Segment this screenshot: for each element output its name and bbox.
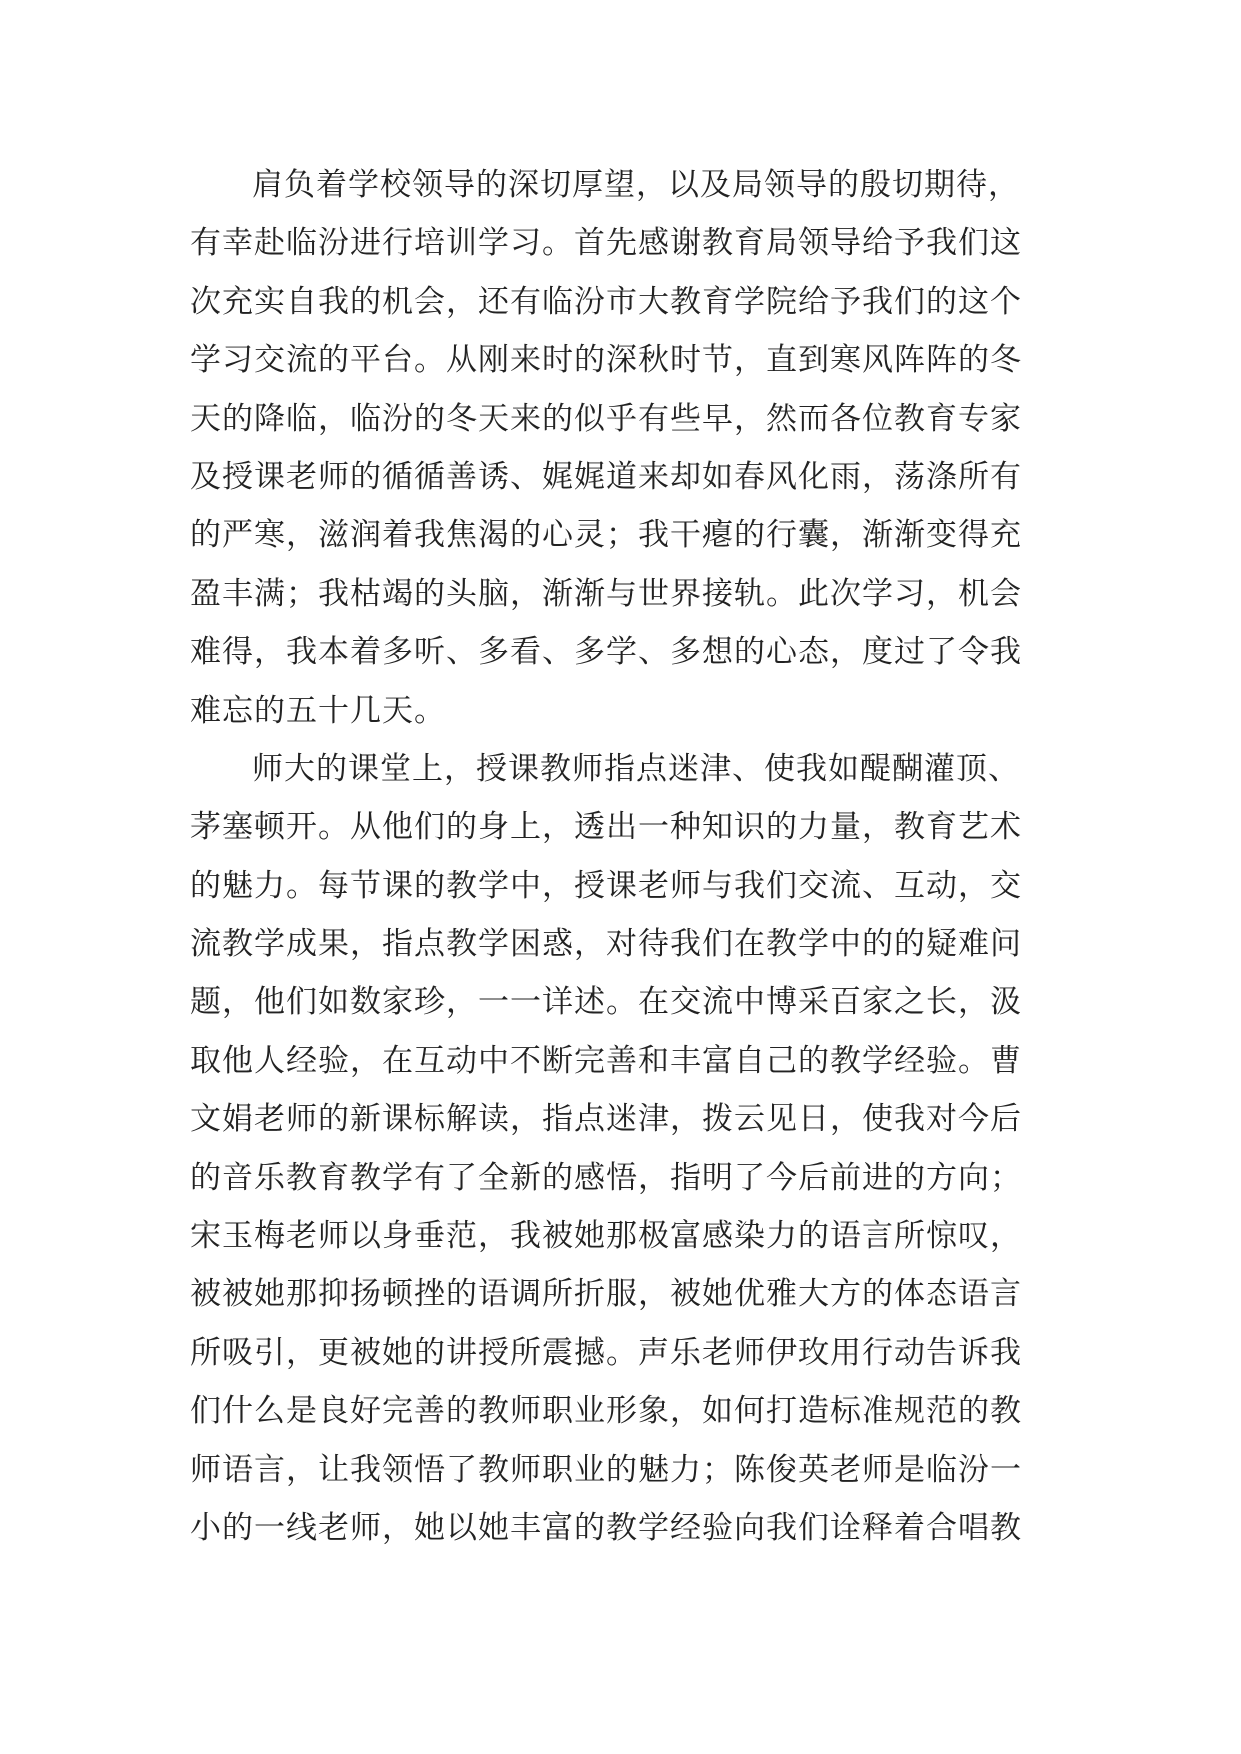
paragraph-1-line-4: 学习交流的平台。从刚来时的深秋时节，直到寒风阵阵的冬 [190, 342, 1022, 379]
paragraph-1-line-9: 难得，我本着多听、多看、多学、多想的心态，度过了令我 [190, 634, 1022, 671]
paragraph-1-line-3: 次充实自我的机会，还有临汾市大教育学院给予我们的这个 [190, 283, 1022, 320]
paragraph-2-line-10: 被被她那抑扬顿挫的语调所折服，被她优雅大方的体态语言 [190, 1276, 1022, 1313]
paragraph-1-line-8: 盈丰满；我枯竭的头脑，渐渐与世界接轨。此次学习，机会 [190, 575, 1022, 612]
paragraph-2-line-13: 师语言，让我领悟了教师职业的魅力；陈俊英老师是临汾一 [190, 1451, 1022, 1488]
paragraph-2-line-8: 的音乐教育教学有了全新的感悟，指明了今后前进的方向； [190, 1159, 1022, 1196]
paragraph-2-line-12: 们什么是良好完善的教师职业形象，如何打造标准规范的教 [190, 1393, 1022, 1430]
paragraph-2-line-1: 师大的课堂上，授课教师指点迷津、使我如醍醐灌顶、 [252, 750, 1020, 787]
paragraph-1-line-2: 有幸赴临汾进行培训学习。首先感谢教育局领导给予我们这 [190, 225, 1022, 262]
paragraph-2-line-4: 流教学成果，指点教学困惑，对待我们在教学中的的疑难问 [190, 926, 1022, 963]
document-body [190, 156, 1050, 1557]
paragraph-1-line-10: 难忘的五十几天。 [190, 692, 446, 729]
paragraph-2-line-7: 文娟老师的新课标解读，指点迷津，拨云见日，使我对今后 [190, 1101, 1022, 1138]
paragraph-2-line-2: 茅塞顿开。从他们的身上，透出一种知识的力量，教育艺术 [190, 809, 1022, 846]
paragraph-2-line-3: 的魅力。每节课的教学中，授课老师与我们交流、互动，交 [190, 867, 1022, 904]
paragraph-1-line-5: 天的降临，临汾的冬天来的似乎有些早，然而各位教育专家 [190, 400, 1022, 437]
paragraph-2-line-14: 小的一线老师，她以她丰富的教学经验向我们诠释着合唱教 [190, 1509, 1022, 1546]
paragraph-1-line-7: 的严寒，滋润着我焦渴的心灵；我干瘪的行囊，渐渐变得充 [190, 517, 1022, 554]
paragraph-2-line-11: 所吸引，更被她的讲授所震撼。声乐老师伊玫用行动告诉我 [190, 1334, 1022, 1371]
paragraph-2-line-9: 宋玉梅老师以身垂范，我被她那极富感染力的语言所惊叹， [190, 1218, 1022, 1255]
paragraph-2-line-5: 题，他们如数家珍，一一详述。在交流中博采百家之长，汲 [190, 984, 1022, 1021]
paragraph-1-line-1: 肩负着学校领导的深切厚望，以及局领导的殷切期待， [252, 167, 1020, 203]
paragraph-1-line-6: 及授课老师的循循善诱、娓娓道来却如春风化雨，荡涤所有 [190, 458, 1022, 495]
paragraph-2-line-6: 取他人经验，在互动中不断完善和丰富自己的教学经验。曹 [190, 1042, 1022, 1079]
